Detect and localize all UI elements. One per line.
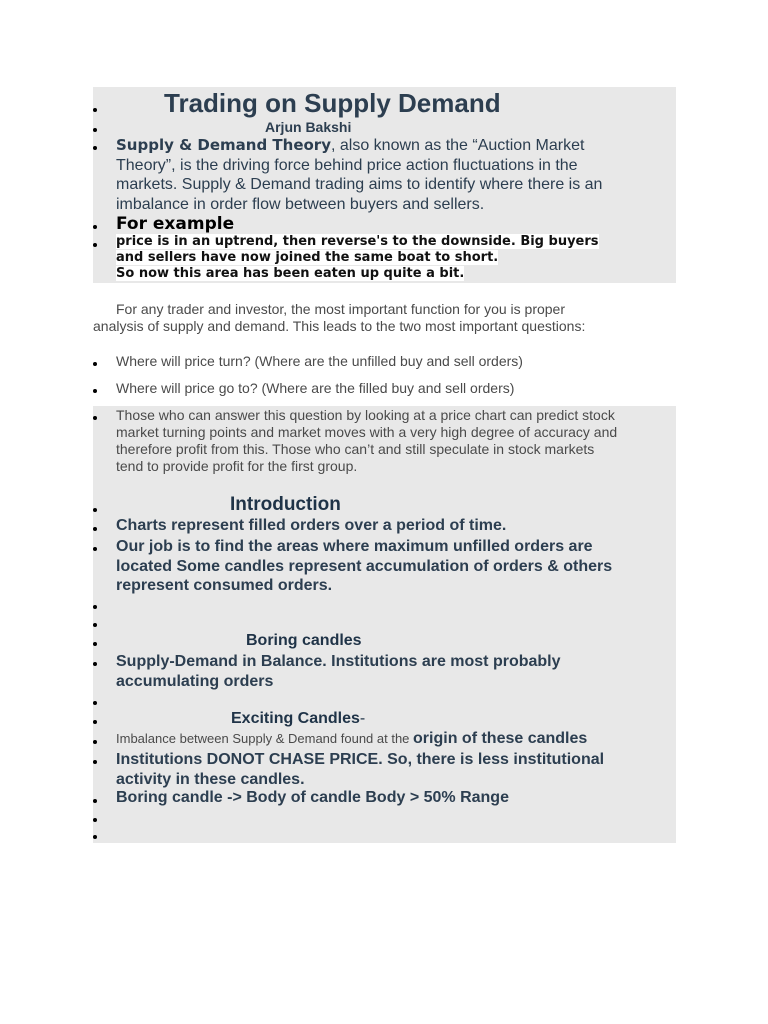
job-line-2: located Some candles represent accumulation of orders & others	[116, 557, 613, 575]
bullet	[93, 243, 97, 247]
introduction-heading: Introduction	[230, 494, 341, 515]
author-name: Arjun Bakshi	[265, 119, 352, 135]
bullet	[93, 527, 97, 531]
example-line-2: and sellers have now joined the same boat to short.	[116, 250, 499, 265]
answer-line-2: market turning points and market moves with a very high degree of accuracy and	[116, 424, 618, 440]
example-text	[116, 234, 676, 282]
analysis-line-1: For any trader and investor, the most important function for you is proper	[116, 301, 565, 317]
intro-text-1: , also known as the “Auction Market	[330, 137, 585, 154]
bullet	[93, 128, 97, 132]
bullet-empty	[93, 818, 97, 822]
imbalance-small-text: Imbalance between Supply & Demand found at the	[116, 731, 414, 746]
intro-text-2: Theory”, is the driving force behind price action fluctuations in the	[116, 156, 578, 174]
bullet	[93, 508, 97, 512]
job-paragraph	[116, 537, 676, 596]
intro-term: Supply & Demand Theory	[116, 136, 331, 154]
bullet-empty	[93, 605, 97, 609]
bullet	[93, 547, 97, 551]
answer-line-4: tend to provide profit for the first group.	[116, 458, 358, 474]
institutions-line-1: Institutions DONOT CHASE PRICE. So, there is less institutional	[116, 751, 605, 768]
answer-paragraph	[116, 407, 676, 475]
charts-line: Charts represent filled orders over a period of time.	[116, 517, 507, 534]
question-2: Where will price go to? (Where are the filled buy and sell orders)	[116, 380, 515, 396]
bullet-empty	[93, 701, 97, 705]
bullet	[93, 760, 97, 764]
example-line-3: So now this area has been eaten up quite a bit.	[116, 266, 465, 281]
exciting-dash: -	[359, 710, 366, 727]
intro-text-3: markets. Supply & Demand trading aims to identify where there is an	[116, 176, 603, 193]
bullet-empty	[93, 835, 97, 839]
job-line-1: Our job is to find the areas where maximum unfilled orders are	[116, 538, 593, 555]
exciting-heading	[231, 710, 365, 728]
bullet-empty	[93, 623, 97, 627]
analysis-paragraph	[93, 301, 693, 335]
imbalance-line	[116, 730, 676, 748]
analysis-line-2: analysis of supply and demand. This leads to the two most important questions:	[93, 318, 586, 334]
boring-line-1: Supply-Demand in Balance. Institutions are most probably	[116, 653, 561, 670]
institutions-paragraph	[116, 750, 676, 789]
boring-line-2: accumulating orders	[116, 672, 274, 690]
bullet	[93, 662, 97, 666]
intro-paragraph	[116, 136, 676, 214]
bullet	[93, 416, 97, 420]
institutions-line-2: activity in these candles.	[116, 770, 305, 788]
boring-paragraph	[116, 652, 676, 691]
question-1: Where will price turn? (Where are the unfilled buy and sell orders)	[116, 353, 523, 369]
boring-rule: Boring candle -> Body of candle Body > 50% Range	[116, 789, 509, 806]
example-heading: For example	[116, 214, 235, 234]
example-line-1: price is in an uptrend, then reverse's to the downside. Big buyers	[116, 234, 599, 249]
bullet	[93, 389, 97, 393]
bullet	[93, 740, 97, 744]
intro-text-4: imbalance in order flow between buyers and sellers.	[116, 195, 485, 213]
bullet	[93, 642, 97, 646]
document-title: Trading on Supply Demand	[164, 88, 501, 118]
boring-heading: Boring candles	[246, 632, 362, 649]
bullet	[93, 720, 97, 724]
job-line-3: represent consumed orders.	[116, 577, 333, 594]
bullet	[93, 362, 97, 366]
bullet	[93, 799, 97, 803]
imbalance-big-text: origin of these candles	[413, 730, 588, 747]
exciting-heading-text: Exciting Candles	[231, 710, 360, 727]
answer-line-3: therefore profit from this. Those who can’t and still speculate in stock markets	[116, 441, 595, 457]
bullet	[93, 225, 97, 229]
answer-line-1: Those who can answer this question by looking at a price chart can predict stock	[116, 407, 615, 423]
bullet	[93, 146, 97, 150]
bullet	[93, 108, 97, 112]
